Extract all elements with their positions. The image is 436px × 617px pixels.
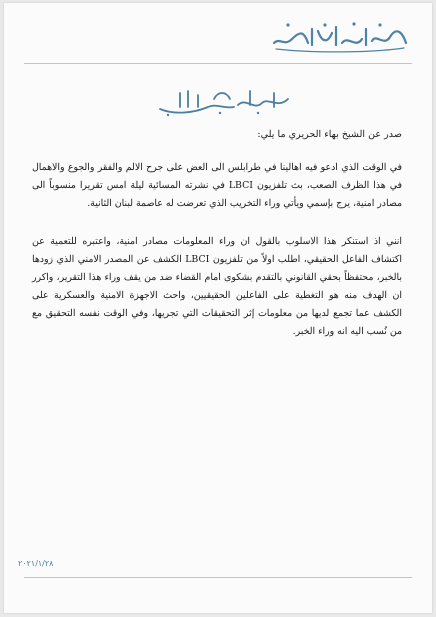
header-divider: [24, 63, 412, 64]
sender-logo: [270, 17, 410, 55]
basmala-calligraphy: [154, 85, 294, 119]
letter-paragraph-1: في الوقت الذي ادعو فيه اهالينا في طرابلس الى العض على جرح الالم والفقر والجوع والاهمال في هذا الظرف الصعب، بث تلفزيون LBCI في نشرته المسائية ليلة امس تقريرا منسوباً الى مصادر امنية، يرج بإسمي ويأتي وراء التخريب الذي تعرضت له عاصمة لبنان الثانية.: [32, 162, 402, 209]
letter-date: ٢٠٢١/١/٢٨: [18, 559, 54, 568]
letter-heading: صدر عن الشيخ بهاء الحريري ما يلي:: [257, 129, 402, 140]
footer-divider: [24, 577, 412, 578]
letter-paragraph-2: انني اذ استنكر هذا الاسلوب بالقول ان وراء المعلومات مصادر امنية، واعتبره للتعمية عن اكتشاف الفاعل الحقيقي، اطلب اولاً من تلفزيون LBCI الكشف عن المصدر الامني الذي زودها بالخبر، محتفظاً بحقي القانوني بالتقدم بشكوى امام القضاء ضد من يقف وراء هذا التقرير، واكرر ان الهدف منه هو التغطية على الفاعلين الحقيقيين، واحث الاجهزة الامنية والعسكرية على الكشف عما تجمع لديها من معلومات إثر التحقيقات التي تجريها، وفي الوقت نفسه التحقيق مع من نُسب اليه انه وراء الخبر.: [32, 236, 402, 337]
letter-page: [4, 3, 432, 613]
